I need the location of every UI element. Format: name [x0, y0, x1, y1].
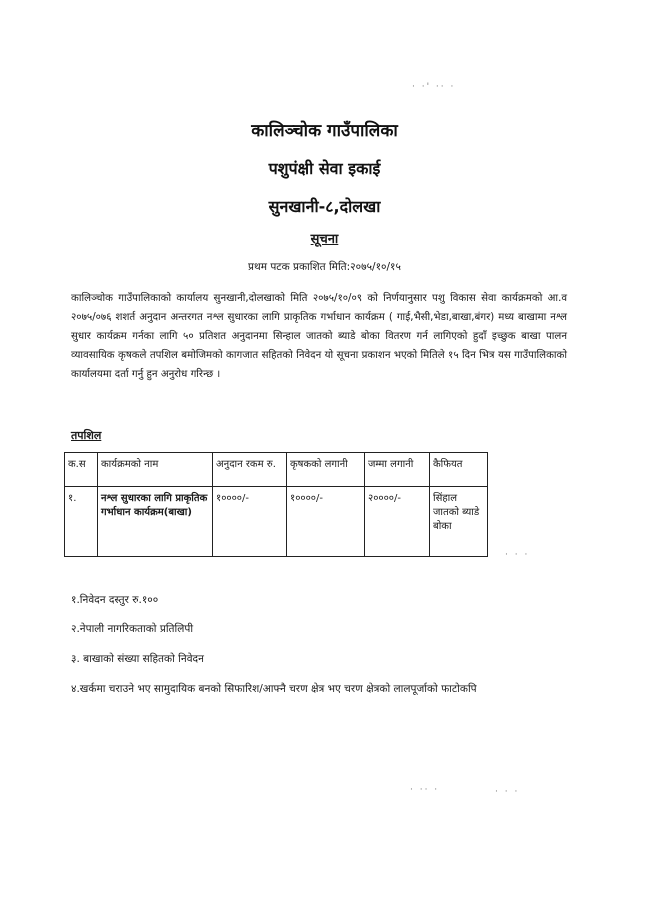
cell-program-name: नश्ल सुधारका लागि प्राकृतिक गर्भाधान कार्यक्रम(बाखा) [98, 487, 213, 557]
scan-noise: · · · [505, 550, 530, 560]
cell-remarks: सिंहाल जातको ब्याडे बोका [430, 487, 488, 557]
municipality-title: कालिञ्चोक गाउँपालिका [251, 121, 398, 141]
col-total-investment: जम्मा लगानी [365, 453, 430, 487]
published-date: प्रथम पटक प्रकाशित मिति:२०७५/१०/१५ [248, 261, 401, 273]
requirement-item: २.नेपाली नागरिकताको प्रतिलिपी [71, 623, 194, 635]
col-program-name: कार्यक्रमको नाम [98, 453, 213, 487]
cell-farmer-investment: १००००/- [287, 487, 365, 557]
requirement-item: ४.खर्कमा चराउने भए सामुदायिक बनको सिफारिश/आफ्नै चरण क्षेत्र भए चरण क्षेत्रको लालपूर्जाको फाटोकपि [71, 683, 477, 695]
notice-body: कालिञ्चोक गाउँपालिकाको कार्यालय सुनखानी,दोलखाको मिति २०७५/१०/०९ को निर्णयानुसार पशु विकास सेवा कार्यक्रमको आ.व २०७५/०७६ शशर्त अनुदान अन्तरगत नश्ल सुधारका लागि प्राकृतिक गर्भाधान कार्यक्रम ( गाई,भैसी,भेडा,बाखा,बंगर) मध्य बाखामा नश्ल सुधार कार्यक्रम गर्नका लागि ५० प्रतिशत अनुदानमा सिन्हाल जातको ब्याडे बोका वितरण गर्न लागिएको हुदाँ इच्छुक बाखा पालन व्यावसायिक कृषकले तपशिल बमोजिमको कागजात सहितको निवेदन यो सूचना प्रकाशन भएको मितिले १५ दिन भित्र यस गाउँपालिकाको कार्यालयमा दर्ता गर्नु हुन अनुरोध गरिन्छ । [71, 293, 567, 380]
requirement-item: ३. बाखाको संख्या सहितको निवेदन [71, 653, 204, 665]
scan-noise: · ·· · [410, 785, 440, 795]
cell-total-investment: २००००/- [365, 487, 430, 557]
col-grant-amount: अनुदान रकम रु. [213, 453, 287, 487]
notice-heading: सूचना [310, 232, 339, 247]
unit-title: पशुपंक्षी सेवा इकाई [268, 159, 381, 178]
col-farmer-investment: कृषकको लगानी [287, 453, 365, 487]
scan-noise: · · · [495, 787, 520, 797]
scan-noise: · ·' ·· · [412, 82, 456, 92]
col-serial: क.स [65, 453, 98, 487]
cell-grant-amount: १००००/- [213, 487, 287, 557]
col-remarks: कैफियत [430, 453, 488, 487]
table-header-row [65, 453, 488, 487]
location-title: सुनखानी-८,दोलखा [268, 197, 381, 216]
schedule-heading: तपशिल [71, 429, 102, 442]
schedule-table [64, 452, 488, 557]
cell-serial: १. [65, 487, 98, 557]
table-row [65, 487, 488, 557]
requirement-item: १.निवेदन दस्तुर रु.१०० [71, 594, 159, 606]
